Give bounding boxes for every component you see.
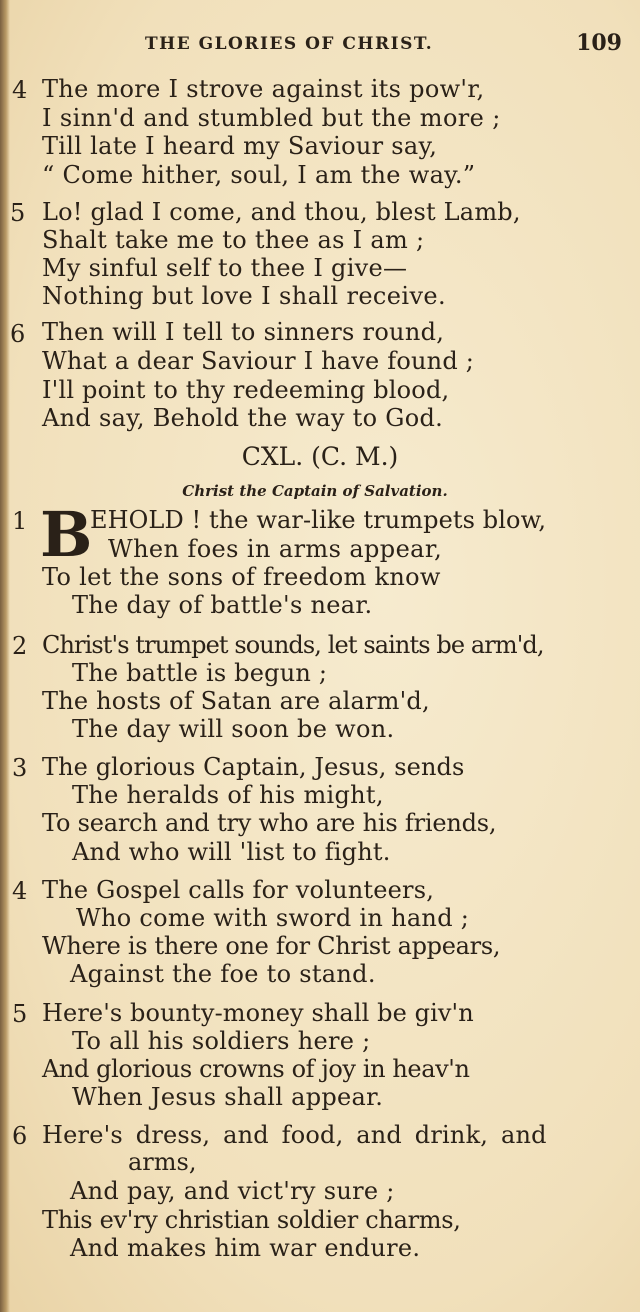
verse-number: 1 bbox=[12, 507, 28, 535]
verse-line: Then will I tell to sinners round, bbox=[42, 318, 445, 346]
verse-number: 6 bbox=[12, 1122, 28, 1150]
verse-line: To search and try who are his friends, bbox=[42, 809, 497, 837]
page-binding-edge bbox=[0, 0, 10, 1312]
verse-line: This ev'ry christian soldier charms, bbox=[42, 1206, 461, 1234]
drop-cap: B bbox=[40, 498, 93, 571]
verse-line: And pay, and vict'ry sure ; bbox=[70, 1177, 395, 1205]
verse-line: And who will 'list to fight. bbox=[72, 838, 391, 866]
verse-number: 2 bbox=[12, 632, 28, 660]
verse-line: Lo! glad I come, and thou, blest Lamb, bbox=[42, 198, 521, 226]
verse-line: And say, Behold the way to God. bbox=[42, 404, 444, 432]
verse-line: “ Come hither, soul, I am the way.” bbox=[42, 161, 476, 189]
verse-number: 5 bbox=[10, 199, 26, 227]
verse-line: The battle is begun ; bbox=[72, 659, 328, 687]
verse-line: The Gospel calls for volunteers, bbox=[42, 876, 435, 904]
verse-line: To let the sons of freedom know bbox=[42, 563, 441, 591]
hymn-title: CXL. (C. M.) bbox=[241, 442, 399, 471]
verse-line: Nothing but love I shall receive. bbox=[42, 282, 447, 310]
verse-line: I'll point to thy redeeming blood, bbox=[42, 376, 450, 404]
verse-line: Here's dress, and food, and drink, and bbox=[42, 1121, 547, 1149]
page-number: 109 bbox=[576, 30, 622, 56]
page-header bbox=[145, 30, 630, 62]
verse-line: The heralds of his might, bbox=[72, 781, 384, 809]
verse-line: Where is there one for Christ appears, bbox=[42, 932, 501, 960]
verse-line: To all his soldiers here ; bbox=[72, 1027, 371, 1055]
verse-number: 5 bbox=[12, 1000, 28, 1028]
verse-line: Shalt take me to thee as I am ; bbox=[42, 226, 425, 254]
verse-line: When foes in arms appear, bbox=[108, 535, 443, 563]
verse-line: The glorious Captain, Jesus, sends bbox=[42, 753, 465, 781]
verse-line: arms, bbox=[128, 1148, 197, 1176]
verse-number: 6 bbox=[10, 320, 26, 348]
verse-number: 3 bbox=[12, 754, 28, 782]
hymn-subtitle: Christ the Captain of Salvation. bbox=[182, 482, 448, 500]
verse-line: The day of battle's near. bbox=[72, 591, 373, 619]
verse-line: The more I strove against its pow'r, bbox=[42, 75, 485, 103]
verse-line: Christ's trumpet sounds, let saints be arm'd, bbox=[42, 631, 544, 659]
verse-line: I sinn'd and stumbled but the more ; bbox=[42, 104, 501, 132]
verse-line: Here's bounty-money shall be giv'n bbox=[42, 999, 474, 1027]
verse-line: The hosts of Satan are alarm'd, bbox=[42, 687, 430, 715]
verse-line: Who come with sword in hand ; bbox=[76, 904, 470, 932]
verse-line: When Jesus shall appear. bbox=[72, 1083, 384, 1111]
verse-number: 4 bbox=[12, 877, 28, 905]
verse-line: And glorious crowns of joy in heav'n bbox=[42, 1055, 470, 1083]
verse-line: Till late I heard my Saviour say, bbox=[42, 132, 438, 160]
verse-line: My sinful self to thee I give— bbox=[42, 254, 408, 282]
verse-number: 4 bbox=[12, 76, 28, 104]
verse-line: And makes him war endure. bbox=[70, 1234, 421, 1262]
verse-line: EHOLD ! the war-like trumpets blow, bbox=[90, 506, 547, 534]
verse-line: The day will soon be won. bbox=[72, 715, 395, 743]
verse-line: What a dear Saviour I have found ; bbox=[42, 347, 475, 375]
verse-line: Against the foe to stand. bbox=[70, 960, 376, 988]
running-title: THE GLORIES OF CHRIST. bbox=[145, 34, 434, 54]
